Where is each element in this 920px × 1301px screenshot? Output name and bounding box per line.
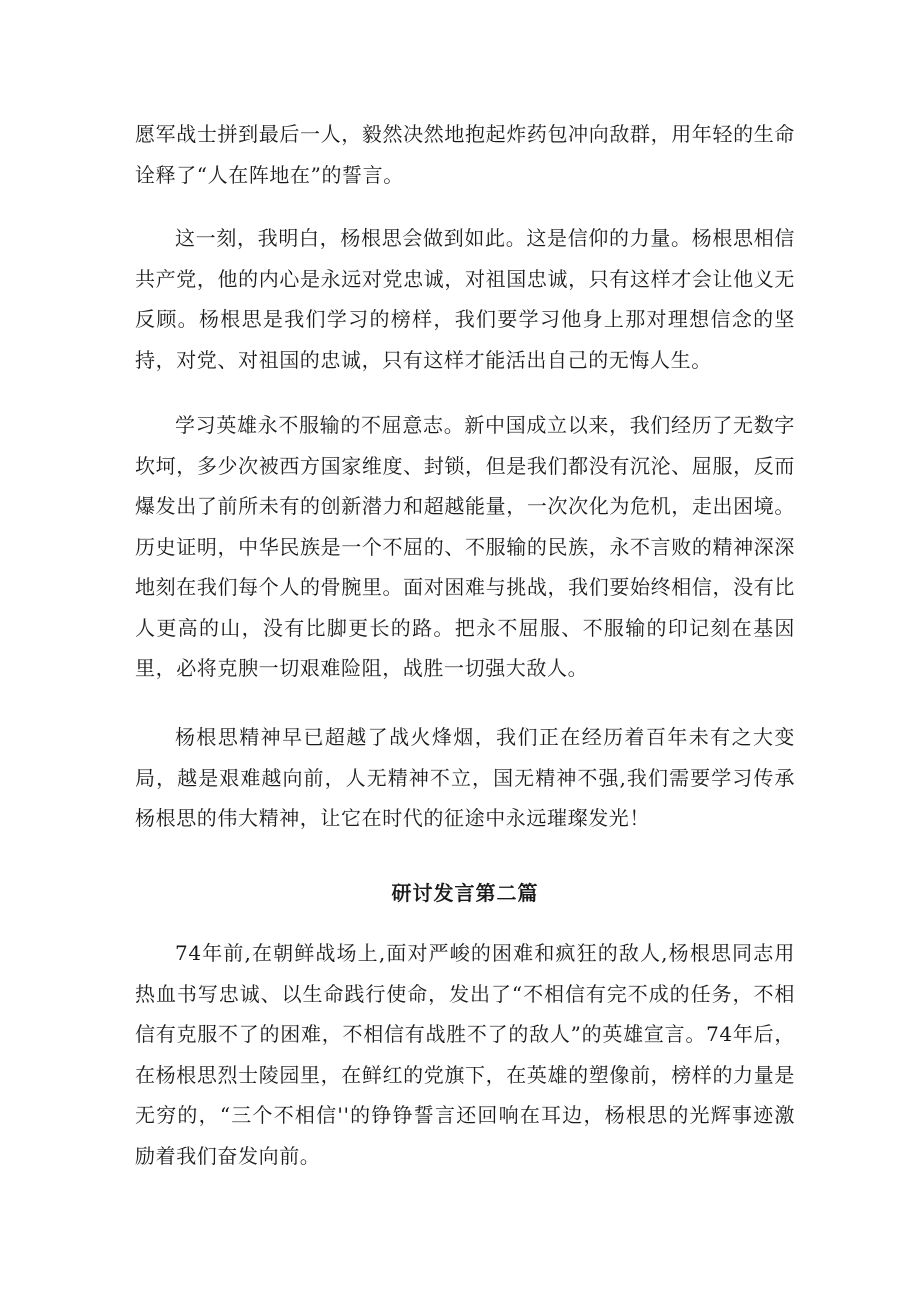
paragraph-continuation: 愿军战士拼到最后一人，毅然决然地抱起炸药包冲向敌群，用年轻的生命诠释了“人在阵地在”的誓言。 bbox=[135, 122, 795, 187]
paragraph-faith: 这一刻，我明白，杨根思会做到如此。这是信仰的力量。杨根思相信共产党，他的内心是永远对党忠诚，对祖国忠诚，只有这样才会让他义无反顾。杨根思是我们学习的榜样，我们要学习他身上那对理想信念的坚持，对党、对祖国的忠诚，只有这样才能活出自己的无悔人生。 bbox=[135, 226, 795, 372]
paragraph-unyielding-will: 学习英雄永不服输的不屈意志。新中国成立以来，我们经历了无数字坎坷，多少次被西方国家维度、封锁，但是我们都没有沉沦、屈服，反而爆发出了前所未有的创新潜力和超越能量，一次次化为危机，走出困境。历史证明，中华民族是一个不屈的、不服输的民族，永不言败的精神深深地刻在我们每个人的骨腕里。面对困难与挑战，我们要始终相信，没有比人更高的山，没有比脚更长的路。把永不屈服、不服输的印记刻在基因里，必将克腴一切艰难险阻，战胜一切强大敌人。 bbox=[135, 413, 795, 680]
section-heading: 研讨发言第二篇 bbox=[391, 881, 539, 905]
paragraph-74-years: 74年前,在朝鲜战场上,面对严峻的困难和疯狂的敌人,杨根思同志用热血书写忠诚、以生命践行使命，发出了“不相信有完不成的任务，不相信有克服不了的困难，不相信有战胜不了的敌人”的英雄宣言。74年后，在杨根思烈士陵园里，在鲜红的党旗下，在英雄的塑像前，榜样的力量是无穷的，“三个不相信''的铮铮誓言还回响在耳边，杨根思的光辉事迹激励着我们奋发向前。 bbox=[135, 941, 795, 1168]
paragraph-spirit-legacy: 杨根思精神早已超越了战火烽烟，我们正在经历着百年未有之大变局，越是艰难越向前，人无精神不立，国无精神不强,我们需要学习传承杨根思的伟大精神，让它在时代的征途中永远璀璨发光！ bbox=[135, 725, 795, 830]
